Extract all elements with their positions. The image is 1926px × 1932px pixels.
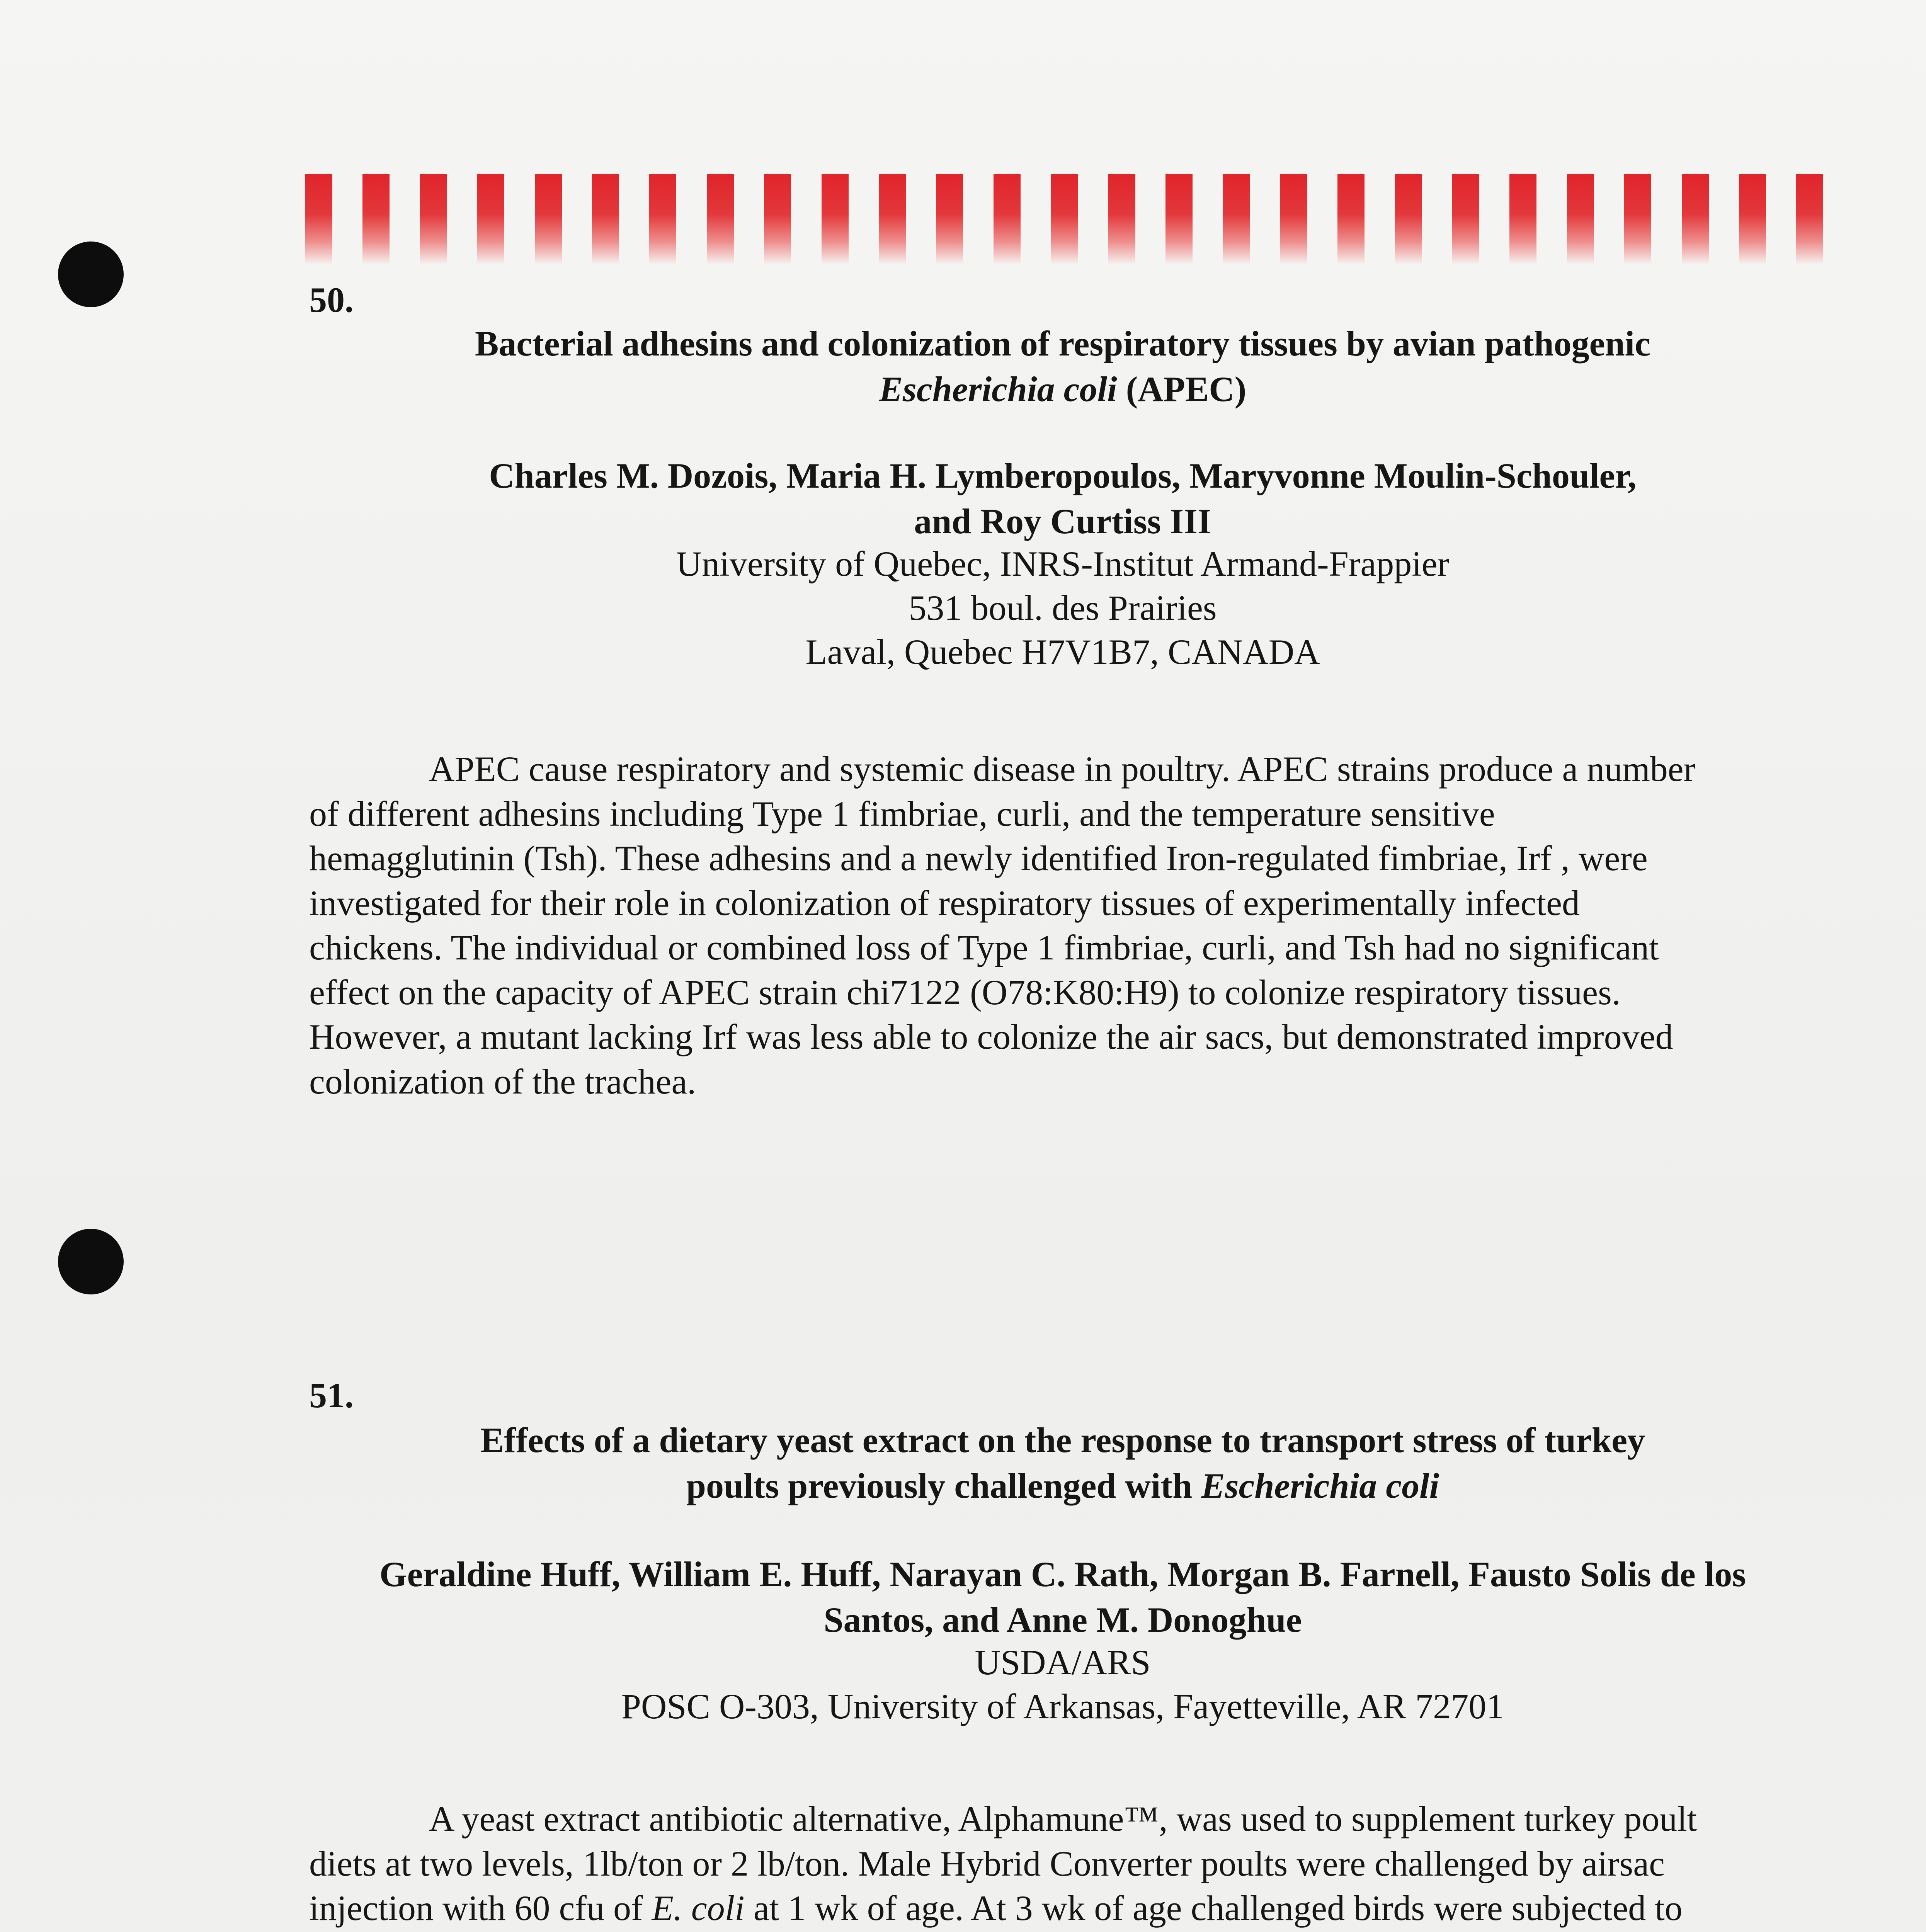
header-stripe [764, 174, 791, 264]
abstract-50-title-line1: Bacterial adhesins and colonization of respiratory tissues by avian pathogenic [475, 324, 1651, 363]
abstract-51-body-text: at 1 wk of age. At 3 wk of age challenged birds were subjected to [744, 1888, 1683, 1928]
abstract-51-body-line: A yeast extract antibiotic alternative, Alphamune™, was used to supplement turkey poult [429, 1799, 1697, 1838]
abstract-50-title-line2-rest: (APEC) [1117, 369, 1247, 409]
abstract-51-body-line [309, 1931, 1828, 1932]
abstract-51-body-line: diets at two levels, 1lb/ton or 2 lb/ton. Male Hybrid Converter poults were challenged by airsac [309, 1844, 1665, 1883]
header-stripe [592, 174, 619, 264]
abstract-50-body-line: hemagglutinin (Tsh). These adhesins and a newly identified Iron-regulated fimbriae, Irf , were [309, 838, 1648, 878]
header-stripe [1624, 174, 1651, 264]
abstract-50-institution: University of Quebec, INRS-Institut Armand-Frappier [676, 544, 1450, 583]
abstract-50-body-line: effect on the capacity of APEC strain chi7122 (O78:K80:H9) to colonize respiratory tissues. [309, 972, 1621, 1012]
header-stripe [1509, 174, 1536, 264]
abstract-50-authors [309, 453, 1816, 544]
abstract-50-body [309, 747, 1828, 1104]
abstract-50-affiliation [309, 542, 1816, 674]
header-stripe [1223, 174, 1250, 264]
abstract-50-authors-line1: Charles M. Dozois, Maria H. Lymberopoulos, Maryvonne Moulin-Schouler, [489, 456, 1637, 495]
abstract-50-authors-line2: and Roy Curtiss III [914, 502, 1211, 541]
header-stripe [1452, 174, 1479, 264]
abstract-51-title-organism: Escherichia coli [1201, 1466, 1439, 1505]
abstract-51-number: 51. [309, 1376, 354, 1415]
abstract-50-number: 50. [309, 280, 354, 320]
header-stripe [1682, 174, 1709, 264]
binder-hole-top [58, 242, 124, 307]
decorative-header-stripes [305, 174, 1836, 264]
abstract-51-address: POSC O-303, University of Arkansas, Fayetteville, AR 72701 [621, 1687, 1504, 1726]
abstract-50-body-line: APEC cause respiratory and systemic disease in poultry. APEC strains produce a number [429, 749, 1696, 789]
abstract-51-institution: USDA/ARS [975, 1643, 1151, 1682]
abstract-51-body-text: injection with 60 cfu of [309, 1888, 652, 1928]
header-stripe [305, 174, 332, 264]
header-stripe [936, 174, 963, 264]
abstract-51-body-line [309, 1886, 1828, 1931]
abstract-51-title [309, 1417, 1816, 1509]
header-stripe [362, 174, 390, 264]
abstract-50-body-line: of different adhesins including Type 1 fimbriae, curli, and the temperature sensitive [309, 794, 1495, 833]
header-stripe [1165, 174, 1193, 264]
abstract-51-authors-line2: Santos, and Anne M. Donoghue [823, 1600, 1302, 1639]
header-stripe [535, 174, 562, 264]
header-stripe [879, 174, 906, 264]
header-stripe [994, 174, 1021, 264]
abstract-51-authors-line1: Geraldine Huff, William E. Huff, Narayan C. Rath, Morgan B. Farnell, Fausto Solis de los [379, 1554, 1746, 1594]
header-stripe [477, 174, 504, 264]
abstract-50-street: 531 boul. des Prairies [909, 588, 1217, 628]
abstract-51-affiliation [309, 1640, 1816, 1728]
header-stripe [822, 174, 849, 264]
abstract-51-body [309, 1797, 1828, 1932]
header-stripe [649, 174, 676, 264]
header-stripe [1108, 174, 1135, 264]
abstract-50-body-line: colonization of the trachea. [309, 1061, 696, 1101]
abstract-51-body-organism: E. coli [652, 1888, 745, 1928]
abstract-50-body-line: However, a mutant lacking Irf was less able to colonize the air sacs, but demonstrated improved [309, 1017, 1673, 1056]
header-stripe [420, 174, 447, 264]
header-stripe [1739, 174, 1766, 264]
abstract-50-body-line: investigated for their role in colonization of respiratory tissues of experimentally infected [309, 883, 1580, 923]
header-stripe [1337, 174, 1365, 264]
abstract-50-body-line: chickens. The individual or combined loss of Type 1 fimbriae, curli, and Tsh had no significant [309, 928, 1659, 967]
binder-hole-middle [58, 1229, 124, 1294]
header-stripe [1280, 174, 1307, 264]
abstract-51-title-line1: Effects of a dietary yeast extract on the response to transport stress of turkey [480, 1420, 1645, 1460]
abstract-51-authors [309, 1551, 1816, 1643]
header-stripe [1395, 174, 1422, 264]
header-stripe [707, 174, 734, 264]
header-stripe [1051, 174, 1078, 264]
abstract-50-title-organism: Escherichia coli [879, 369, 1117, 409]
abstract-50-city: Laval, Quebec H7V1B7, CANADA [805, 632, 1320, 672]
abstract-50-title [309, 321, 1816, 412]
header-stripe [1796, 174, 1823, 264]
header-stripe [1567, 174, 1594, 264]
abstract-51-title-line2-start: poults previously challenged with [686, 1466, 1201, 1505]
